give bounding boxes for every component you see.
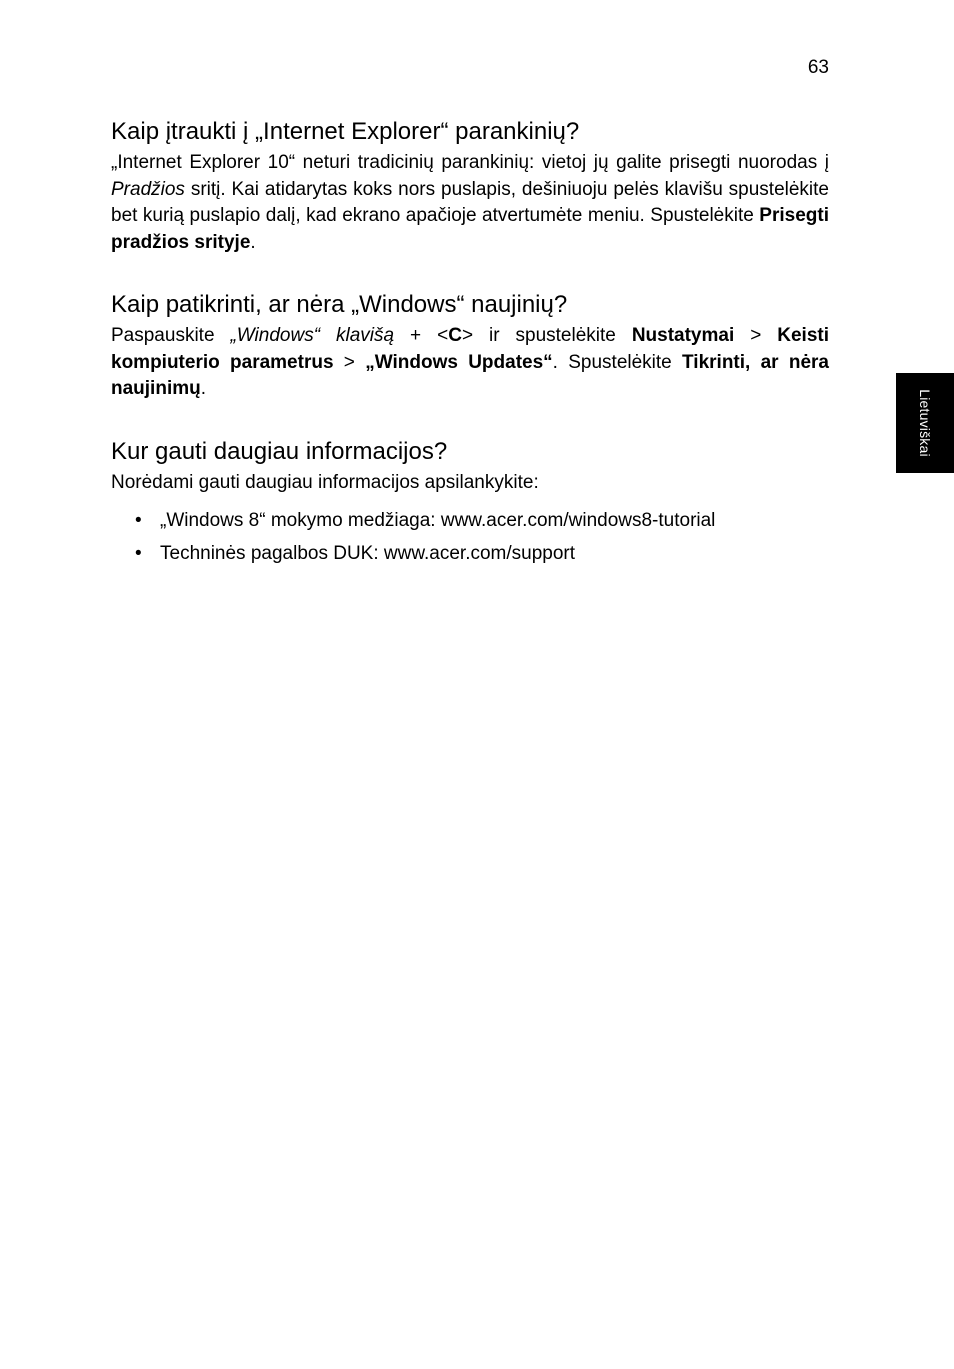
bold-text: „Windows Updates“ [365,351,553,373]
section-body [111,470,829,497]
bullet-icon: • [135,510,142,531]
text-run: > [333,351,366,373]
text-run: . [200,378,207,399]
list-item-text: „Windows 8“ mokymo medžiaga: www.acer.com/windows8-tutorial [160,510,716,531]
list-item-text: Techninės pagalbos DUK: www.acer.com/support [160,543,576,564]
section-heading: Kur gauti daugiau informacijos? [111,437,448,465]
list-item [111,504,829,537]
section-favorites [111,117,829,256]
bold-text: Prisegti pradžios srityje [111,205,829,253]
page-number: 63 [807,57,829,78]
section-updates [111,290,829,403]
text-run: > [734,325,778,346]
text-run: . Spustelėkite [552,351,683,373]
language-tab-label: Lietuviškai [917,389,933,457]
section-body [111,323,829,403]
section-more-info [111,437,829,571]
bold-text: Nustatymai [631,325,735,346]
list-item [111,537,829,570]
page-content [111,117,829,570]
section-body [111,150,829,256]
info-links-list [111,504,829,570]
text-run: > ir spustelėkite [461,325,632,346]
bold-text: C [448,325,462,346]
bullet-icon: • [135,543,142,564]
text-run: „Internet Explorer 10“ neturi tradicinių parankinių: vietoj jų galite prisegti nuorodas į [111,152,829,173]
text-run: sritį. Kai atidarytas koks nors puslapis, dešiniuoju pelės klavišu spustelėkite bet kurią puslapio dalį, kad ekrano apačioje atvertumėte meniu. Spustelėkite [111,178,829,226]
section-heading: Kaip patikrinti, ar nėra „Windows“ naujinių? [111,291,568,318]
text-run: Paspauskite [111,325,231,346]
language-tab [896,373,954,473]
text-run: Norėdami gauti daugiau informacijos apsilankykite: [111,471,539,493]
section-heading: Kaip įtraukti į „Internet Explorer“ parankinių? [111,118,580,145]
bold-text: Tikrinti, ar nėra naujinimų [111,351,829,399]
text-run: . [250,231,256,253]
italic-text: „Windows“ klavišą [230,325,395,346]
italic-text: Pradžios [111,178,185,200]
bold-text: Keisti kompiuterio parametrus [111,325,830,373]
text-run: + < [394,325,449,346]
